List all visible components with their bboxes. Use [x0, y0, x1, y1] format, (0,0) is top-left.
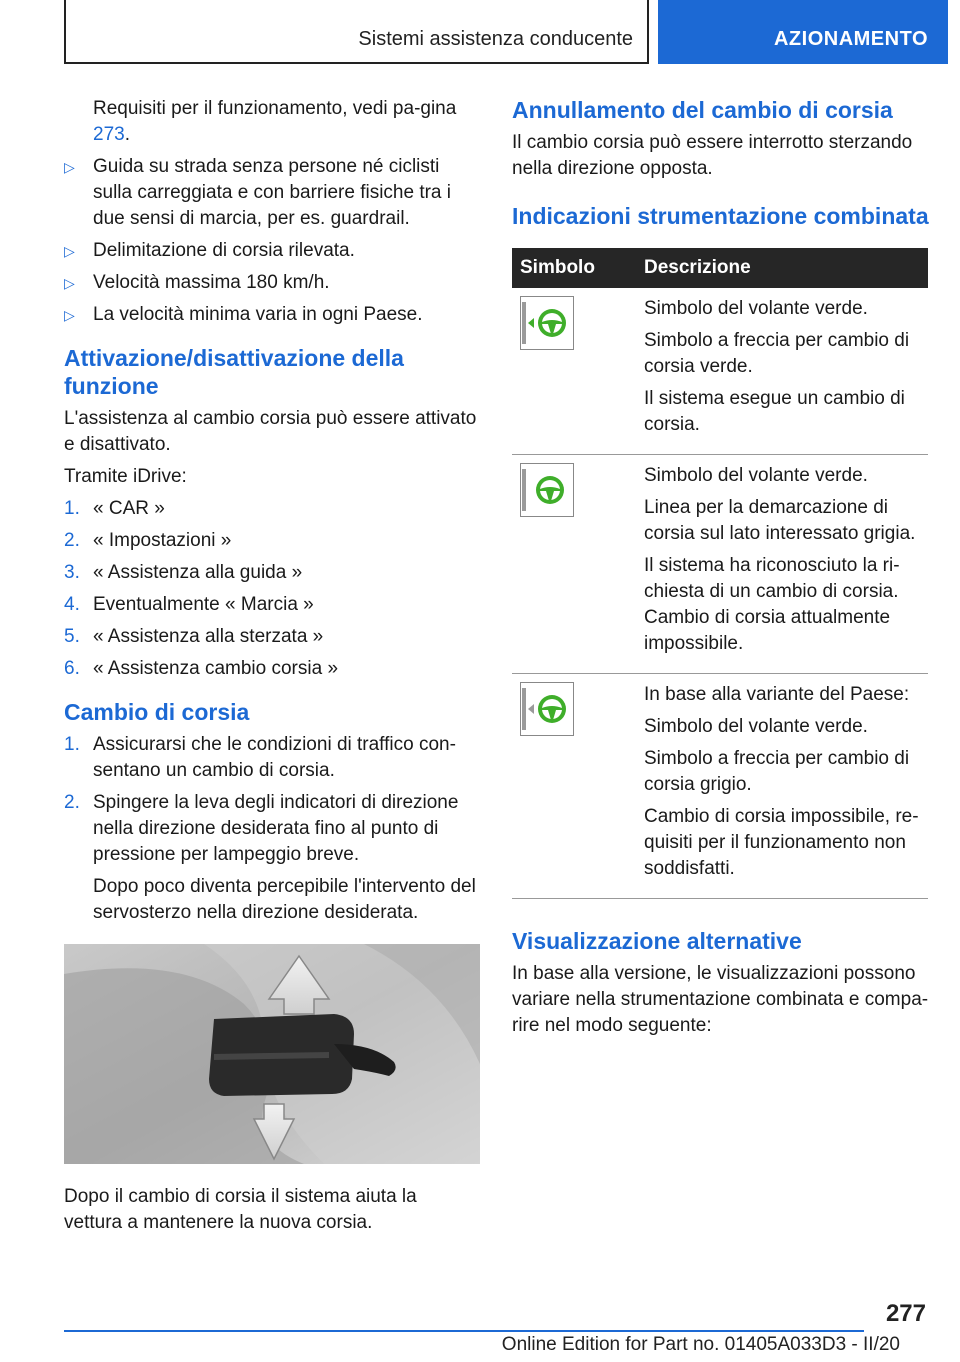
description-line: Simbolo del volante verde.	[644, 298, 868, 319]
step-text: « Assistenza cambio corsia »	[93, 658, 339, 679]
description-cell	[636, 674, 928, 899]
triangle-bullet-icon: ▷	[64, 243, 75, 259]
condition-text: Velocità massima 180 km/h.	[93, 272, 330, 293]
header-section-box	[64, 0, 649, 64]
list-item	[64, 592, 480, 618]
description-line: Simbolo a freccia per cambio di corsia verde.	[644, 330, 910, 377]
condition-text: Delimitazione di corsia rilevata.	[93, 240, 355, 261]
idrive-text: Tramite iDrive:	[64, 466, 187, 487]
description-line: Linea per la demarcazione di corsia sul lato interessato grigia.	[644, 497, 916, 544]
alt-heading: Visualizzazione alternative	[512, 928, 802, 954]
step-text: « Assistenza alla guida »	[93, 562, 303, 583]
list-item	[64, 238, 480, 264]
requisiti-paragraph	[64, 96, 480, 148]
step-text: Spingere la leva degli indicatori di direzione nella direzione desiderata fino al punto di pressione per lampeggio breve.	[93, 792, 459, 865]
after-lanechange-text: Dopo il cambio di corsia il sistema aiuta la vettura a mantenere la nuova corsia.	[64, 1186, 417, 1233]
description-line: In base alla variante del Paese:	[644, 684, 910, 705]
list-item	[64, 302, 480, 328]
step-subtext: Dopo poco diventa percepibile l'intervento del servosterzo nella direzione desiderata.	[93, 876, 476, 923]
lanechange-heading: Cambio di corsia	[64, 699, 250, 725]
description-cell	[636, 288, 928, 455]
description-line: Simbolo a freccia per cambio di corsia grigio.	[644, 748, 910, 795]
description-cell	[636, 455, 928, 674]
description-line: Il sistema esegue un cambio di corsia.	[644, 388, 905, 435]
list-item	[64, 560, 480, 586]
steering-wheel-grey-arrow-icon	[520, 682, 574, 736]
col-desc-header: Descrizione	[636, 248, 928, 288]
description-line: Simbolo del volante verde.	[644, 465, 868, 486]
description-line: Cambio di corsia impossibile, re-quisiti per il funzionamento non soddisfatti.	[644, 806, 919, 879]
list-item	[64, 528, 480, 554]
table-header-row	[512, 248, 928, 288]
idrive-steps	[64, 496, 480, 682]
step-text: Assicurarsi che le condizioni di traffico con-sentano un cambio di corsia.	[93, 734, 456, 781]
cancel-text: Il cambio corsia può essere interrotto sterzando nella direzione opposta.	[512, 132, 913, 179]
conditions-list	[64, 154, 480, 328]
table-row	[512, 674, 928, 899]
step-text: Eventualmente « Marcia »	[93, 594, 314, 615]
list-item	[64, 270, 480, 296]
list-item	[64, 624, 480, 650]
list-item	[64, 496, 480, 522]
footer-divider	[64, 1330, 864, 1332]
triangle-bullet-icon: ▷	[64, 159, 75, 175]
page-link-273[interactable]: 273	[93, 124, 125, 145]
table-row	[512, 288, 928, 455]
cancel-heading: Annullamento del cambio di corsia	[512, 97, 893, 123]
list-item	[64, 790, 480, 926]
requisiti-end: .	[124, 124, 130, 145]
list-item	[64, 732, 480, 784]
condition-text: La velocità minima varia in ogni Paese.	[93, 304, 423, 325]
triangle-bullet-icon: ▷	[64, 275, 75, 291]
alt-text: In base alla versione, le visualizzazioni possono variare nella strumentazione combinata e compa-rire nel modo seguente:	[512, 963, 929, 1036]
activation-heading: Attivazione/disattivazione della funzione	[64, 345, 404, 399]
lever-illustration	[64, 944, 480, 1164]
page-header	[64, 0, 948, 64]
step-number: 1.	[64, 734, 80, 755]
header-chapter-title: AZIONAMENTO	[773, 28, 928, 50]
step-number: 5.	[64, 626, 80, 647]
page-number: 277	[885, 1300, 926, 1327]
step-number: 2.	[64, 530, 80, 551]
col-symbol-header: Simbolo	[512, 248, 636, 288]
description-line: Il sistema ha riconosciuto la ri-chiesta di un cambio di corsia. Cambio di corsia attualmente impossibile.	[644, 555, 900, 654]
left-column	[64, 96, 480, 1242]
steering-wheel-arrow-icon	[520, 296, 574, 350]
symbol-cell	[512, 288, 636, 455]
list-item	[64, 154, 480, 232]
header-section-title: Sistemi assistenza conducente	[358, 28, 633, 50]
step-number: 2.	[64, 792, 80, 813]
symbol-cell	[512, 674, 636, 899]
step-number: 6.	[64, 658, 80, 679]
triangle-bullet-icon: ▷	[64, 307, 75, 323]
symbol-table	[512, 248, 928, 899]
step-text: « CAR »	[93, 498, 165, 519]
header-chapter-box	[658, 0, 948, 64]
description-line: Simbolo del volante verde.	[644, 716, 868, 737]
turn-signal-lever-photo	[64, 944, 480, 1164]
activation-text: L'assistenza al cambio corsia può essere attivato e disattivato.	[64, 408, 477, 455]
right-column	[512, 96, 932, 1045]
cluster-heading: Indicazioni strumentazione combinata	[512, 203, 929, 229]
footer-edition: Online Edition for Part no. 01405A033D3 - II/20	[501, 1334, 900, 1355]
symbol-cell	[512, 455, 636, 674]
lanechange-steps	[64, 732, 480, 926]
step-number: 1.	[64, 498, 80, 519]
step-number: 4.	[64, 594, 80, 615]
step-text: « Assistenza alla sterzata »	[93, 626, 324, 647]
step-text: « Impostazioni »	[93, 530, 232, 551]
step-number: 3.	[64, 562, 80, 583]
steering-wheel-line-icon	[520, 463, 574, 517]
table-row	[512, 455, 928, 674]
list-item	[64, 656, 480, 682]
condition-text: Guida su strada senza persone né ciclisti sulla carreggiata e con barriere fisiche tra i due sensi di marcia, per es. guardrail.	[93, 156, 452, 229]
requisiti-text: Requisiti per il funzionamento, vedi pa-gina	[93, 98, 457, 119]
